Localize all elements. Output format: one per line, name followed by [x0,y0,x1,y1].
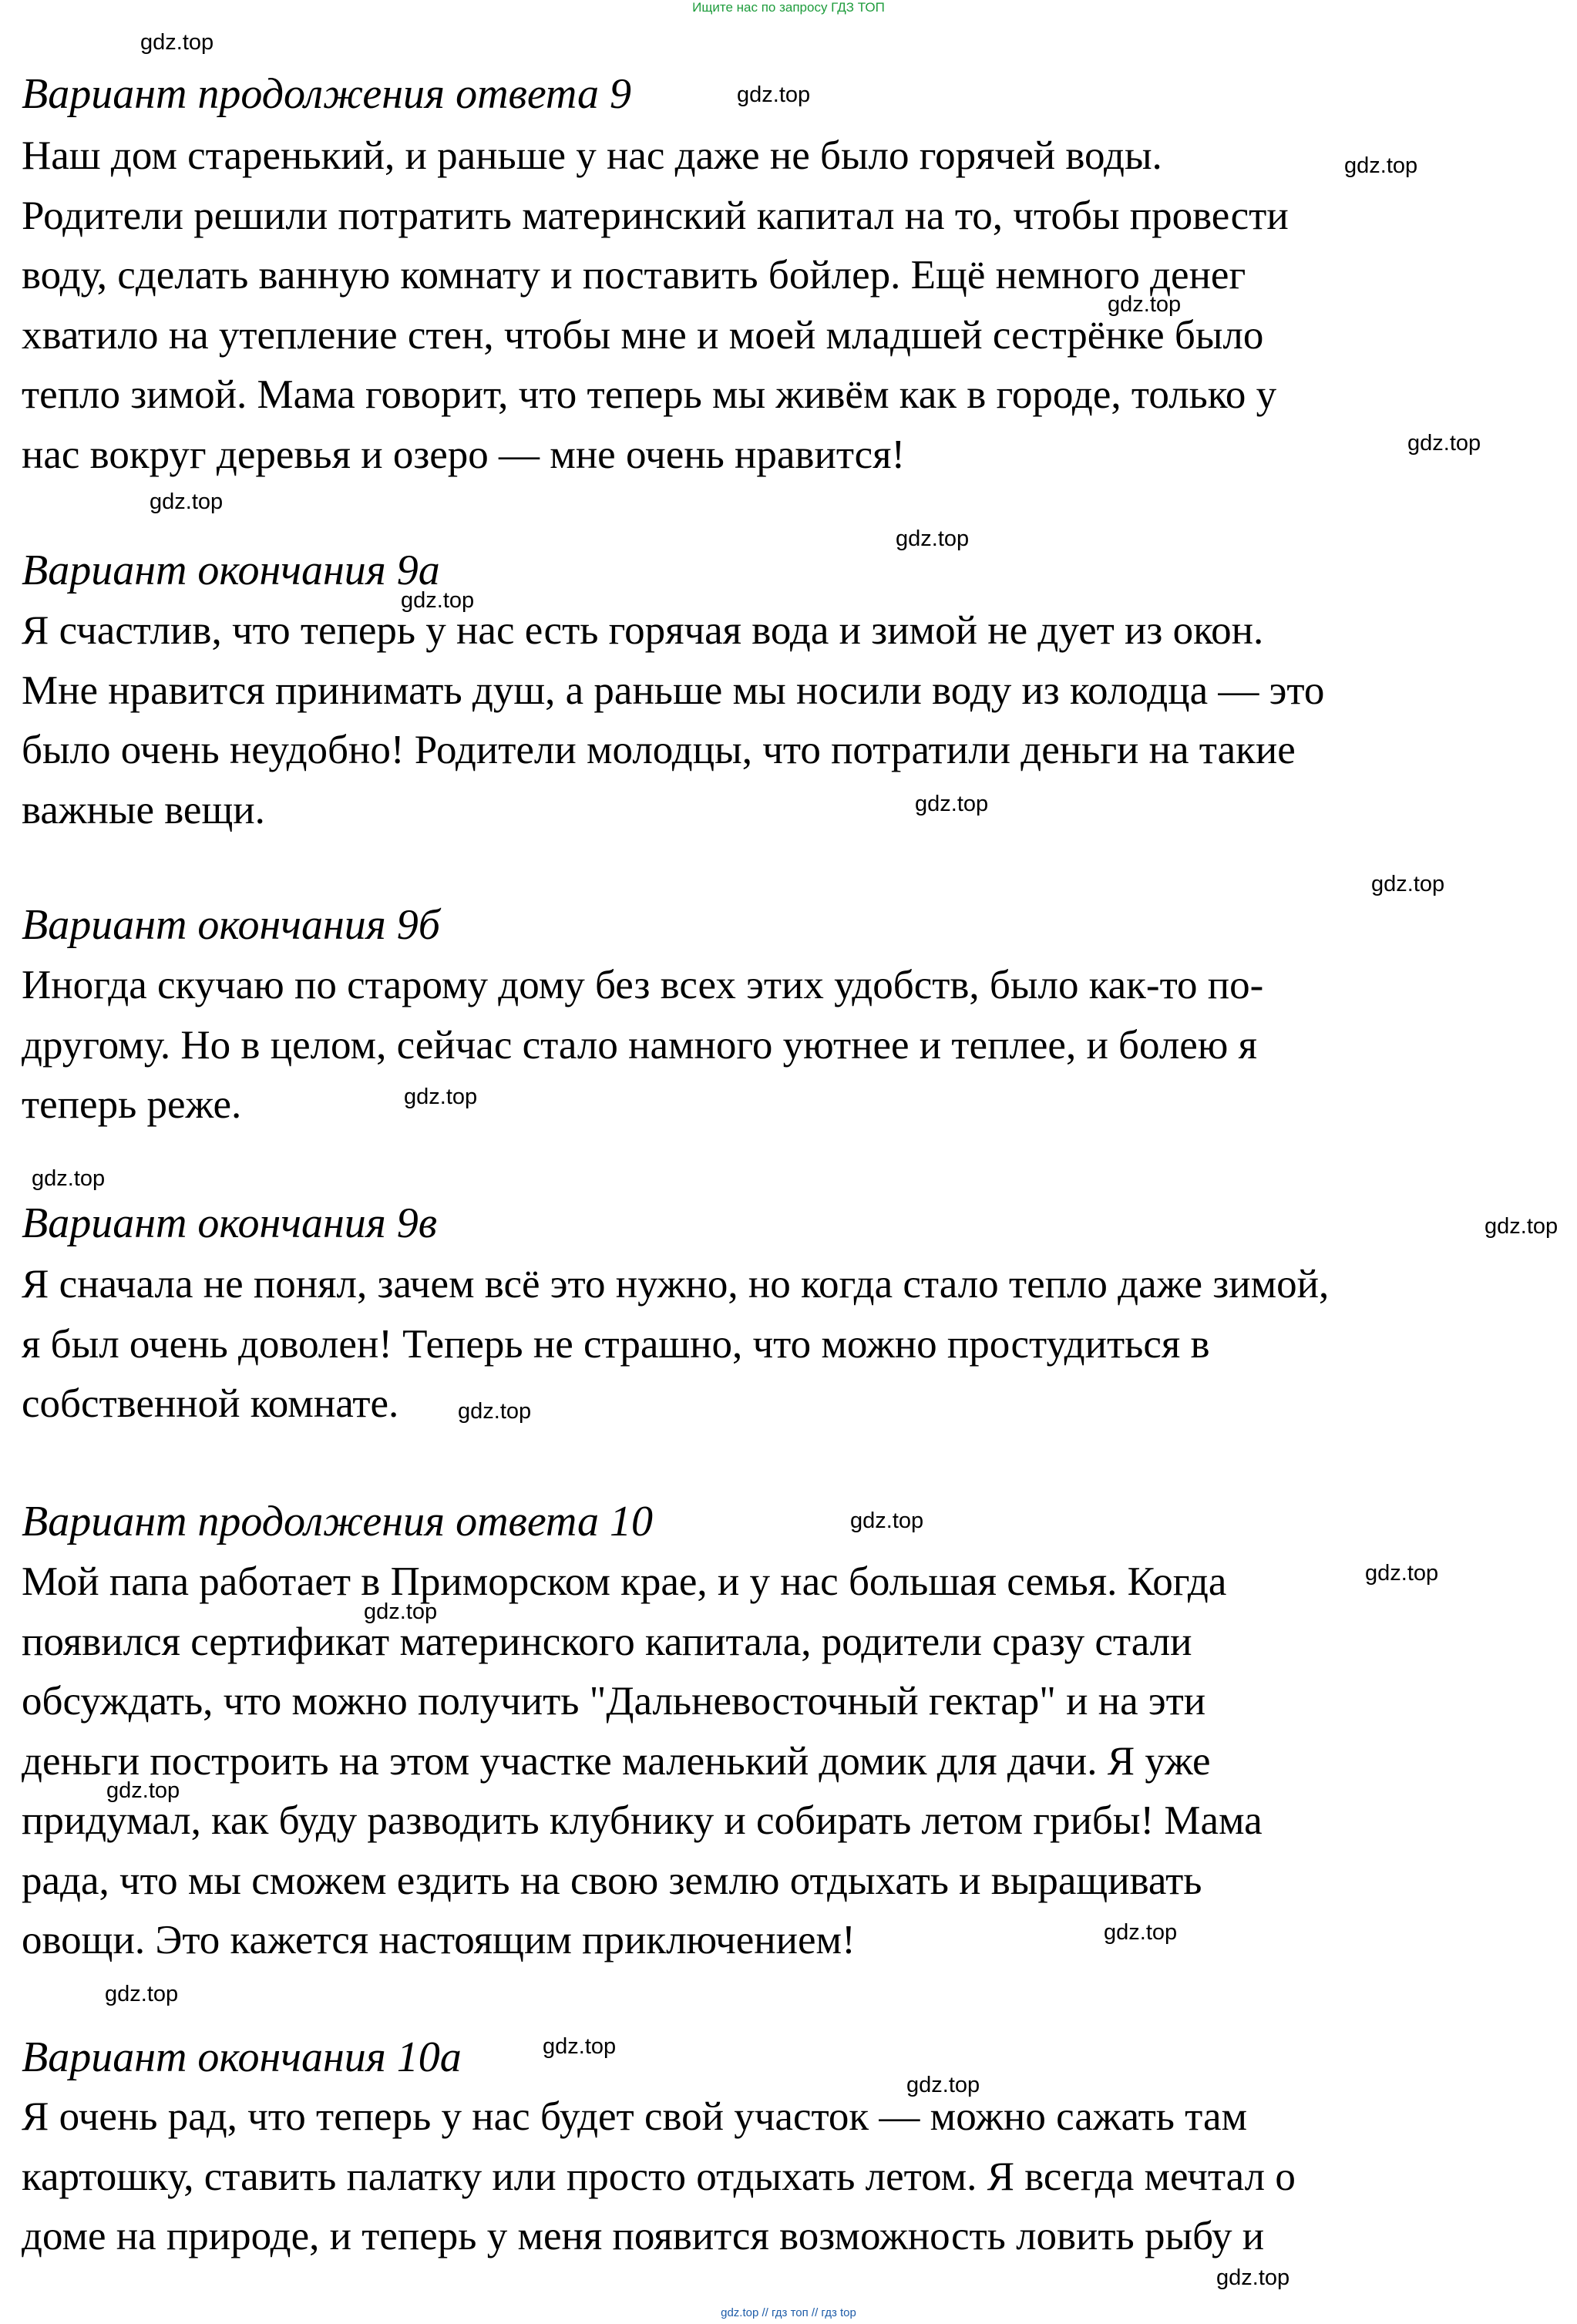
watermark: gdz.top [1344,153,1418,178]
top-banner[interactable]: Ищите нас по запросу ГДЗ ТОП [692,0,885,15]
text-line: Мой папа работает в Приморском крае, и у нас большая семья. Когда [22,1559,1227,1604]
text-line: деньги построить на этом участке маленький домик для дачи. Я уже [22,1738,1211,1784]
text-line: Я счастлив, что теперь у нас есть горячая вода и зимой не дует из окон. [22,608,1264,653]
watermark: gdz.top [1407,431,1481,456]
watermark: gdz.top [106,1778,180,1803]
text-line: придумал, как буду разводить клубнику и собирать летом грибы! Мама [22,1798,1263,1843]
watermark: gdz.top [850,1508,924,1533]
watermark: gdz.top [140,30,214,55]
watermark: gdz.top [1365,1561,1439,1586]
text-line: Я сначала не понял, зачем всё это нужно, но когда стало тепло даже зимой, [22,1262,1330,1307]
section-heading: Вариант продолжения ответа 9 [22,70,632,118]
watermark: gdz.top [32,1166,106,1191]
text-line: важные вещи. [22,787,265,832]
watermark: gdz.top [1485,1214,1559,1239]
watermark: gdz.top [401,588,475,613]
text-line: другому. Но в целом, сейчас стало намного уютнее и теплее, и болею я [22,1022,1258,1068]
text-line: тепло зимой. Мама говорит, что теперь мы живём как в городе, только у [22,372,1277,417]
watermark: gdz.top [404,1085,478,1109]
text-line: теперь реже. [22,1082,242,1127]
section-paragraph [22,126,1555,485]
section-heading: Вариант окончания 9б [22,901,440,949]
watermark: gdz.top [896,526,970,551]
section-heading: Вариант продолжения ответа 10 [22,1498,654,1545]
watermark: gdz.top [906,2073,980,2097]
text-line: Родители решили потратить материнский капитал на то, чтобы провести [22,193,1289,238]
watermark: gdz.top [458,1399,532,1424]
section-paragraph [22,2087,1555,2267]
text-line: овощи. Это кажется настоящим приключением! [22,1918,856,1962]
text-line: нас вокруг деревья и озеро — мне очень нравится! [22,432,906,477]
text-line: собственной комнате. [22,1381,399,1426]
section-paragraph [22,601,1555,840]
footer-links[interactable]: gdz.top // гдз топ // гдз top [721,2306,856,2319]
text-line: я был очень доволен! Теперь не страшно, что можно простудиться в [22,1321,1210,1367]
text-line: Мне нравится принимать душ, а раньше мы носили воду из колодца — это [22,668,1325,713]
watermark: gdz.top [543,2034,617,2059]
text-line: Наш дом старенький, и раньше у нас даже не было горячей воды. [22,133,1162,178]
section-paragraph [22,1255,1555,1434]
text-line: картошку, ставить палатку или просто отдыхать летом. Я всегда мечтал о [22,2154,1296,2199]
text-line: Иногда скучаю по старому дому без всех этих удобств, было как-то по- [22,963,1264,1007]
watermark: gdz.top [1104,1920,1178,1945]
section-heading: Вариант окончания 10а [22,2033,462,2081]
watermark: gdz.top [915,792,989,816]
watermark: gdz.top [1371,872,1445,896]
text-line: воду, сделать ванную комнату и поставить бойлер. Ещё немного денег [22,253,1246,298]
text-line: обсуждать, что можно получить "Дальневосточный гектар" и на эти [22,1679,1206,1724]
watermark: gdz.top [1108,292,1182,317]
section-heading: Вариант окончания 9в [22,1199,438,1247]
text-line: появился сертификат материнского капитала, родители сразу стали [22,1619,1192,1664]
text-line: доме на природе, и теперь у меня появится возможность ловить рыбу и [22,2214,1265,2258]
watermark: gdz.top [364,1599,438,1624]
text-line: рада, что мы сможем ездить на свою землю отдыхать и выращивать [22,1858,1202,1903]
watermark: gdz.top [1216,2265,1290,2290]
watermark: gdz.top [737,82,811,107]
watermark: gdz.top [150,489,224,514]
section-paragraph [22,1552,1555,1971]
text-line: хватило на утепление стен, чтобы мне и моей младшей сестрёнке было [22,312,1264,358]
section-paragraph [22,956,1555,1135]
watermark: gdz.top [105,1982,179,2006]
text-line: было очень неудобно! Родители молодцы, что потратили деньги на такие [22,728,1296,772]
text-line: Я очень рад, что теперь у нас будет свой участок — можно сажать там [22,2094,1248,2139]
section-heading: Вариант окончания 9а [22,547,440,594]
